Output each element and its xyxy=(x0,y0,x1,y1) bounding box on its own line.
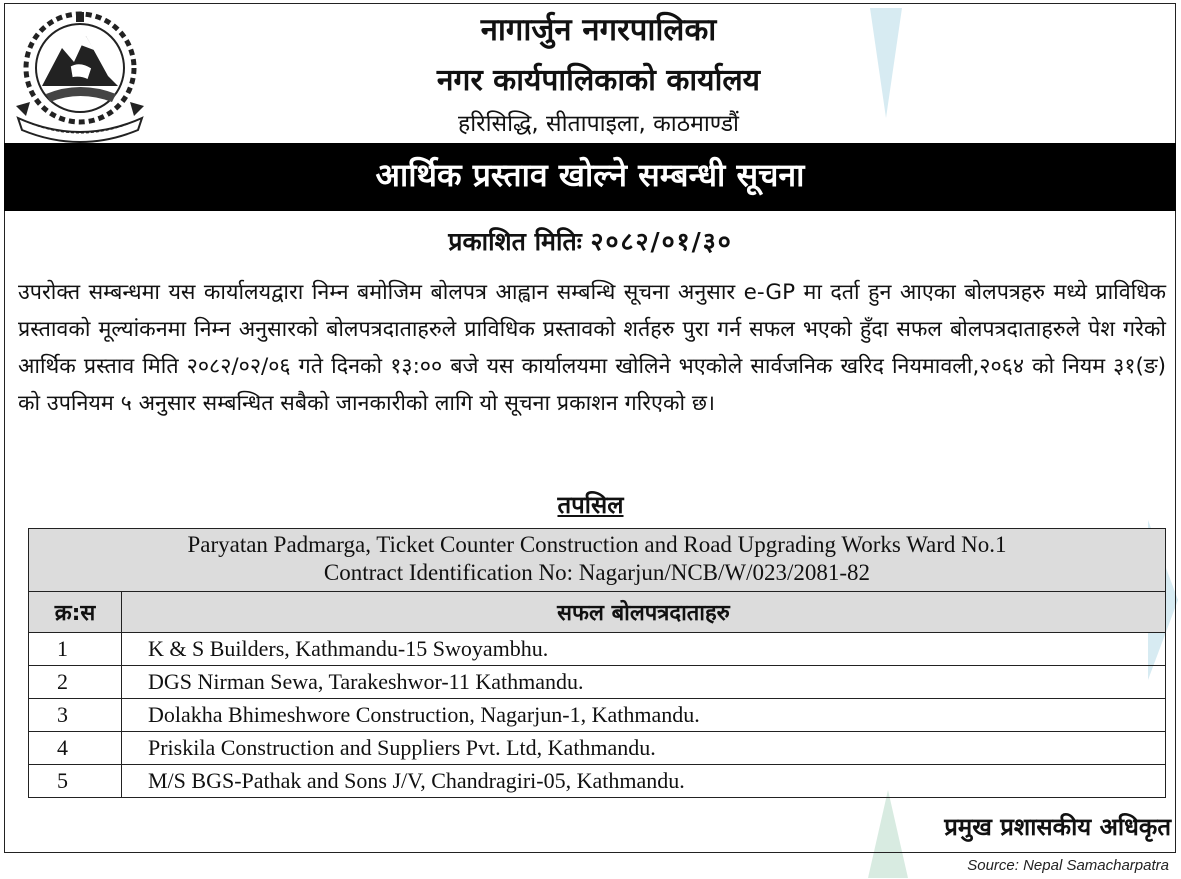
row-sn: 5 xyxy=(29,765,122,798)
table-row xyxy=(29,765,1166,798)
row-bidder-name: Dolakha Bhimeshwore Construction, Nagarjun-1, Kathmandu. xyxy=(122,699,1166,732)
row-bidder-name: K & S Builders, Kathmandu-15 Swoyambhu. xyxy=(122,633,1166,666)
notice-title: आर्थिक प्रस्ताव खोल्ने सम्बन्धी सूचना xyxy=(375,156,805,194)
contract-id: Contract Identification No: Nagarjun/NCB/W/023/2081-82 xyxy=(323,560,871,585)
office-name: नगर कार्यपालिकाको कार्यालय xyxy=(436,63,761,98)
source-credit: Source: Nepal Samacharpatra xyxy=(967,857,1169,874)
notice-title-banner xyxy=(4,143,1176,211)
row-bidder-name: M/S BGS-Pathak and Sons J/V, Chandragiri-05, Kathmandu. xyxy=(122,765,1166,798)
municipality-name: नागार्जुन नगरपालिका xyxy=(480,12,717,48)
row-sn: 2 xyxy=(29,666,122,699)
table-row xyxy=(29,732,1166,765)
row-bidder-name: Priskila Construction and Suppliers Pvt. Ltd, Kathmandu. xyxy=(122,732,1166,765)
details-heading: तपसिल xyxy=(557,491,624,519)
table-header-row xyxy=(29,592,1166,633)
project-title: Paryatan Padmarga, Ticket Counter Construction and Road Upgrading Works Ward No.1 xyxy=(187,532,1007,557)
row-sn: 4 xyxy=(29,732,122,765)
table-row xyxy=(29,699,1166,732)
table-row xyxy=(29,666,1166,699)
signatory-title: प्रमुख प्रशासकीय अधिकृत xyxy=(944,813,1171,841)
column-header-bidders: सफल बोलपत्रदाताहरु xyxy=(122,592,1166,633)
office-address: हरिसिद्धि, सीतापाइला, काठमाण्डौं xyxy=(458,111,739,137)
project-info-cell xyxy=(29,529,1166,592)
bidders-table xyxy=(28,528,1166,798)
column-header-sn: क्र:स xyxy=(29,592,122,633)
published-date-value: २०८२/०१/३० xyxy=(590,227,733,256)
row-sn: 1 xyxy=(29,633,122,666)
row-bidder-name: DGS Nirman Sewa, Tarakeshwor-11 Kathmandu. xyxy=(122,666,1166,699)
published-date-line xyxy=(0,224,1181,258)
row-sn: 3 xyxy=(29,699,122,732)
published-date-label: प्रकाशित मितिः xyxy=(448,227,582,256)
notice-body-paragraph: उपरोक्त सम्बन्धमा यस कार्यालयद्वारा निम्न बमोजिम बोलपत्र आह्वान सम्बन्धि सूचना अनुसार e-GP मा दर्ता हुन आएका बोलपत्रहरु मध्ये प्राविधिक प्रस्तावको मूल्यांकनमा निम्न अनुसारको बोलपत्रदाताहरुले प्राविधिक प्रस्तावको शर्तहरु पुरा गर्न सफल भएको हुँदा सफल बोलपत्रदाताहरुले पेश गरेको आर्थिक प्रस्ताव मिति २०८२/०२/०६ गते दिनको १३:०० बजे यस कार्यालयमा खोलिने भएकोले सार्वजनिक खरिद नियमावली,२०६४ को नियम ३१(ङ) को उपनियम ५ अनुसार सम्बन्धित सबैको जानकारीको लागि यो सूचना प्रकाशन गरिएको छ। xyxy=(18,280,1166,416)
table-row xyxy=(29,633,1166,666)
